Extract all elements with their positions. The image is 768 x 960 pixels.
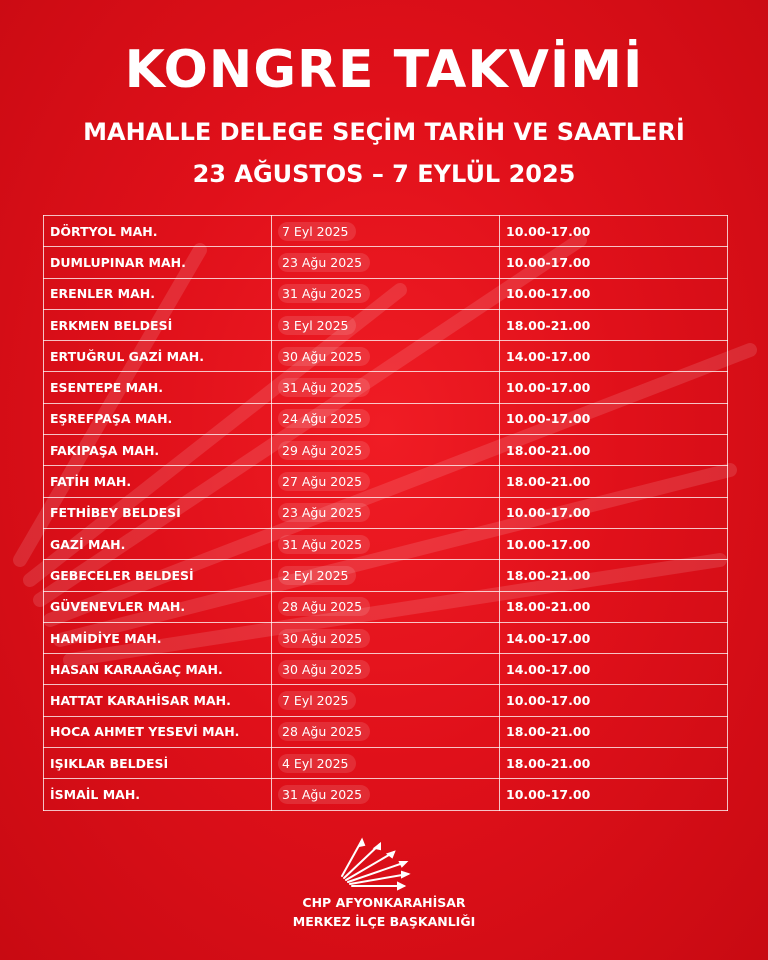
table-row bbox=[44, 779, 728, 810]
date-cell bbox=[272, 341, 500, 372]
time-cell: 14.00-17.00 bbox=[500, 654, 728, 685]
time-cell: 18.00-21.00 bbox=[500, 748, 728, 779]
table-row bbox=[44, 309, 728, 340]
table-row bbox=[44, 216, 728, 247]
date-cell bbox=[272, 497, 500, 528]
neighborhood-name-cell: HASAN KARAAĞAÇ MAH. bbox=[44, 654, 272, 685]
time-cell: 10.00-17.00 bbox=[500, 216, 728, 247]
table-row bbox=[44, 372, 728, 403]
table-row bbox=[44, 278, 728, 309]
neighborhood-name-cell: DUMLUPINAR MAH. bbox=[44, 247, 272, 278]
date-cell bbox=[272, 716, 500, 747]
date-cell bbox=[272, 654, 500, 685]
neighborhood-name-cell: IŞIKLAR BELDESİ bbox=[44, 748, 272, 779]
date-cell bbox=[272, 591, 500, 622]
date-cell bbox=[272, 403, 500, 434]
date-cell bbox=[272, 622, 500, 653]
table-row bbox=[44, 528, 728, 559]
neighborhood-name-cell: ERTUĞRUL GAZİ MAH. bbox=[44, 341, 272, 372]
election-date: 30 Ağu 2025 bbox=[278, 660, 370, 679]
date-cell bbox=[272, 247, 500, 278]
organization-name-line1: CHP AFYONKARAHİSAR bbox=[302, 895, 466, 910]
neighborhood-name-cell: ERKMEN BELDESİ bbox=[44, 309, 272, 340]
date-cell bbox=[272, 560, 500, 591]
time-cell: 14.00-17.00 bbox=[500, 341, 728, 372]
election-date: 31 Ağu 2025 bbox=[278, 785, 370, 804]
date-cell bbox=[272, 779, 500, 810]
table-row bbox=[44, 560, 728, 591]
table-row bbox=[44, 685, 728, 716]
schedule-table bbox=[43, 215, 728, 811]
time-cell: 10.00-17.00 bbox=[500, 779, 728, 810]
time-cell: 18.00-21.00 bbox=[500, 560, 728, 591]
page-subtitle: MAHALLE DELEGE SEÇİM TARİH VE SAATLERİ bbox=[83, 118, 685, 146]
date-cell bbox=[272, 278, 500, 309]
time-cell: 10.00-17.00 bbox=[500, 247, 728, 278]
table-row bbox=[44, 247, 728, 278]
election-date: 7 Eyl 2025 bbox=[278, 691, 356, 710]
time-cell: 18.00-21.00 bbox=[500, 309, 728, 340]
neighborhood-name-cell: ERENLER MAH. bbox=[44, 278, 272, 309]
neighborhood-name-cell: FAKIPAŞA MAH. bbox=[44, 435, 272, 466]
time-cell: 10.00-17.00 bbox=[500, 403, 728, 434]
neighborhood-name-cell: FETHİBEY BELDESİ bbox=[44, 497, 272, 528]
table-row bbox=[44, 435, 728, 466]
table-row bbox=[44, 748, 728, 779]
date-cell bbox=[272, 372, 500, 403]
neighborhood-name-cell: ESENTEPE MAH. bbox=[44, 372, 272, 403]
schedule-table-body bbox=[44, 216, 728, 811]
time-cell: 18.00-21.00 bbox=[500, 435, 728, 466]
time-cell: 10.00-17.00 bbox=[500, 278, 728, 309]
neighborhood-name-cell: DÖRTYOL MAH. bbox=[44, 216, 272, 247]
date-cell bbox=[272, 309, 500, 340]
neighborhood-name-cell: EŞREFPAŞA MAH. bbox=[44, 403, 272, 434]
date-range: 23 AĞUSTOS – 7 EYLÜL 2025 bbox=[192, 160, 576, 188]
neighborhood-name-cell: GEBECELER BELDESİ bbox=[44, 560, 272, 591]
neighborhood-name-cell: İSMAİL MAH. bbox=[44, 779, 272, 810]
date-cell bbox=[272, 685, 500, 716]
table-row bbox=[44, 654, 728, 685]
neighborhood-name-cell: HAMİDİYE MAH. bbox=[44, 622, 272, 653]
election-date: 23 Ağu 2025 bbox=[278, 503, 370, 522]
table-row bbox=[44, 466, 728, 497]
organization-name-line2: MERKEZ İLÇE BAŞKANLIĞI bbox=[292, 914, 476, 929]
table-row bbox=[44, 341, 728, 372]
time-cell: 10.00-17.00 bbox=[500, 528, 728, 559]
table-row bbox=[44, 403, 728, 434]
election-date: 23 Ağu 2025 bbox=[278, 253, 370, 272]
date-cell bbox=[272, 748, 500, 779]
date-cell bbox=[272, 216, 500, 247]
time-cell: 18.00-21.00 bbox=[500, 591, 728, 622]
election-date: 27 Ağu 2025 bbox=[278, 472, 370, 491]
table-row bbox=[44, 497, 728, 528]
time-cell: 10.00-17.00 bbox=[500, 685, 728, 716]
election-date: 24 Ağu 2025 bbox=[278, 409, 370, 428]
neighborhood-name-cell: HATTAT KARAHİSAR MAH. bbox=[44, 685, 272, 716]
neighborhood-name-cell: GÜVENEVLER MAH. bbox=[44, 591, 272, 622]
time-cell: 18.00-21.00 bbox=[500, 466, 728, 497]
election-date: 7 Eyl 2025 bbox=[278, 222, 356, 241]
table-row bbox=[44, 591, 728, 622]
page-title: KONGRE TAKVİMİ bbox=[124, 40, 644, 100]
election-date: 29 Ağu 2025 bbox=[278, 441, 370, 460]
time-cell: 10.00-17.00 bbox=[500, 497, 728, 528]
election-date: 28 Ağu 2025 bbox=[278, 597, 370, 616]
date-cell bbox=[272, 466, 500, 497]
election-date: 30 Ağu 2025 bbox=[278, 629, 370, 648]
neighborhood-name-cell: HOCA AHMET YESEVİ MAH. bbox=[44, 716, 272, 747]
time-cell: 10.00-17.00 bbox=[500, 372, 728, 403]
neighborhood-name-cell: GAZİ MAH. bbox=[44, 528, 272, 559]
election-date: 30 Ağu 2025 bbox=[278, 347, 370, 366]
date-cell bbox=[272, 528, 500, 559]
time-cell: 18.00-21.00 bbox=[500, 716, 728, 747]
election-date: 31 Ağu 2025 bbox=[278, 378, 370, 397]
table-row bbox=[44, 716, 728, 747]
election-date: 2 Eyl 2025 bbox=[278, 566, 356, 585]
neighborhood-name-cell: FATİH MAH. bbox=[44, 466, 272, 497]
six-arrows-logo-icon bbox=[334, 836, 414, 892]
election-date: 31 Ağu 2025 bbox=[278, 535, 370, 554]
table-row bbox=[44, 622, 728, 653]
date-cell bbox=[272, 435, 500, 466]
election-date: 4 Eyl 2025 bbox=[278, 754, 356, 773]
election-date: 31 Ağu 2025 bbox=[278, 284, 370, 303]
time-cell: 14.00-17.00 bbox=[500, 622, 728, 653]
election-date: 28 Ağu 2025 bbox=[278, 722, 370, 741]
election-date: 3 Eyl 2025 bbox=[278, 316, 356, 335]
